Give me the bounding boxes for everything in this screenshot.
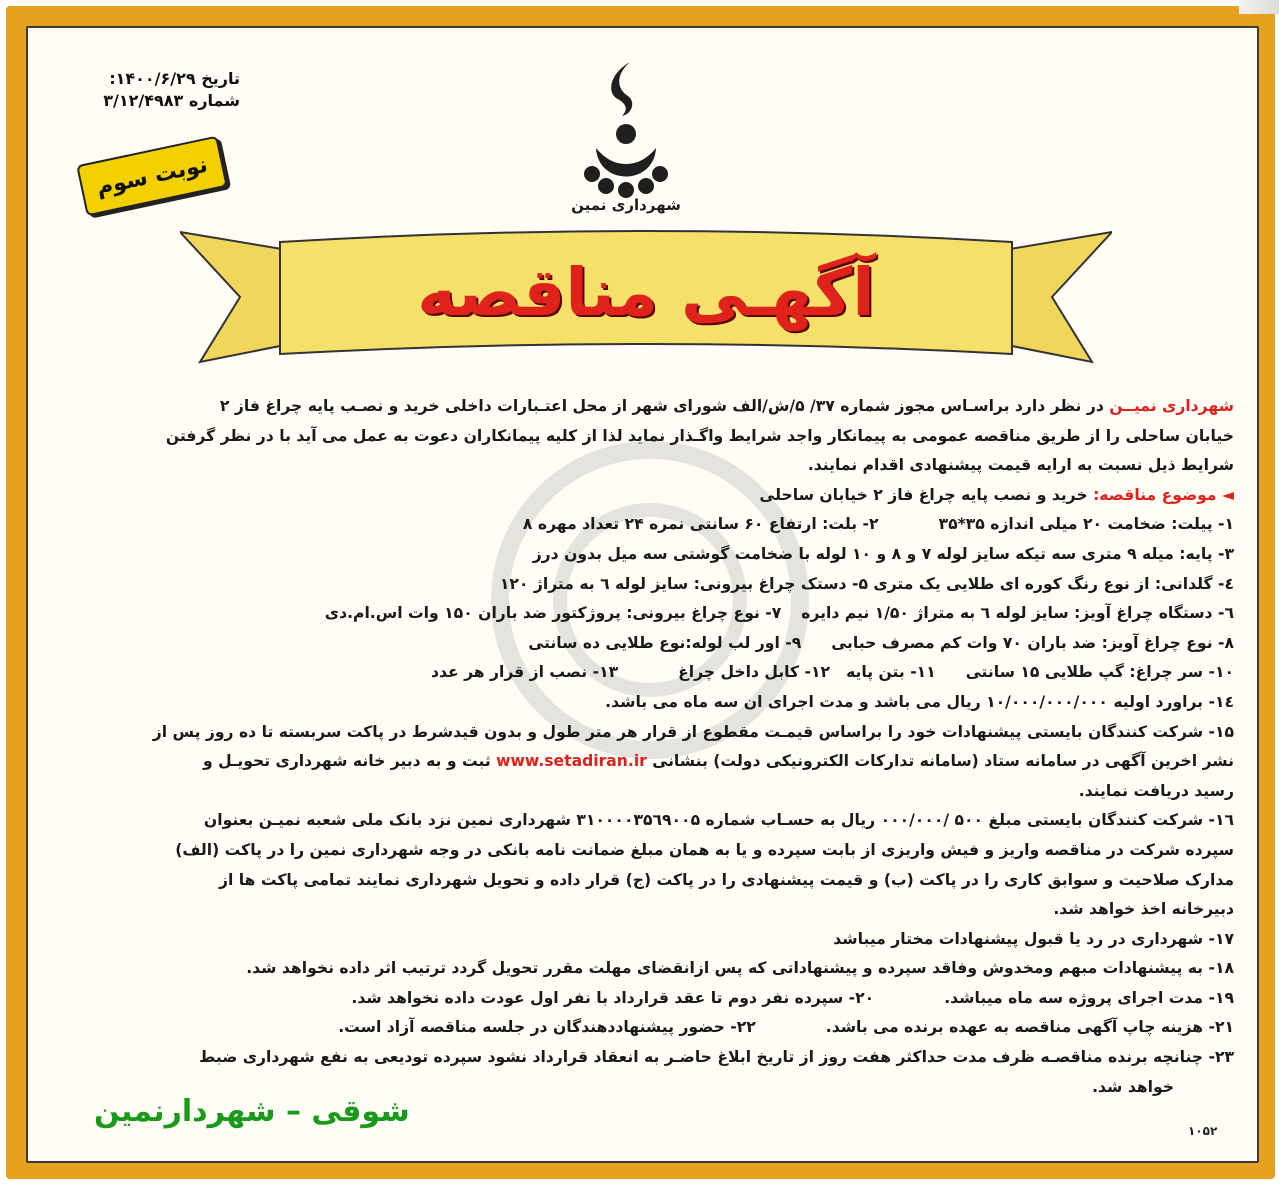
logo-caption: شهرداری نمین (571, 196, 681, 214)
notice-body (50, 392, 1234, 1102)
arrow-icon: ◄ (1216, 485, 1234, 504)
subject-label: موضوع مناقصه: (1093, 485, 1217, 504)
intro-line-3: شرایط ذیل نسبت به ارایه قیمت پیشنهادی اقدام نمایند. (807, 456, 1234, 475)
intro-line-1: شهرداری نمیــن در نظر دارد براسـاس مجوز شماره ۳۷/ ۵/ش/الف شورای شهر از محل اعتـبارات داخلی خرید و نصـب پایه چراغ فاز ۲ (219, 397, 1234, 415)
items-6-7: ٦- دستگاه چراغ آویز: سایز لوله ٦ به متراژ ۱/۵۰ نیم دایره۷- نوع چراغ بیرونی: پروژکتور ضد باران ۱۵۰ وات اس.ام.دی (324, 604, 1234, 623)
subject-line: ◄ موضوع مناقصه: خرید و نصب پایه چراغ فاز ۲ خیابان ساحلی (759, 485, 1234, 504)
item-18: ۱۸- به پیشنهادات مبهم ومخدوش وفاقد سپرده و پیشنهاداتی که پس ازانقضای مهلت مقرر تحویل گردد ترتیب اثر داده نخواهد شد. (246, 959, 1234, 978)
item-14: ۱٤- براورد اولیه ۱۰/۰۰۰/۰۰۰/۰۰۰ ریال می باشد و مدت اجرای ان سه ماه می باشد. (605, 692, 1234, 711)
website-link[interactable]: www.setadiran.ir (496, 752, 647, 771)
number-line: شماره ۳/۱۲/۴۹۸۳ (103, 91, 240, 110)
item-3: ۳- پایه: میله ۹ متری سه تیکه سایز لوله ۷ و ۸ و ۱۰ لوله با ضخامت گوشتی سه میل بدون درز (532, 544, 1234, 563)
item-15-line-1: ۱۵- شرکت کنندگان بایستی پیشنهادات خود را براساس قیمـت مقطوع از قرار هر متر طول و بدون قیدشرط در پاکت سربسته تا ده روز پس از (152, 722, 1234, 741)
items-4-5: ٤- گلدانی: از نوع رنگ کوره ای طلایی یک متری ۵- دستک چراغ بیرونی: سایز لوله ٦ به متراژ ۱۲۰ (499, 574, 1234, 593)
item-16-line-1: ۱٦- شرکت کنندگان بایستی مبلغ ۵۰۰ /۰۰۰/۰۰۰ ریال به حسـاب شماره ۳۱۰۰۰۰۳۵٦۹۰۰۵ شهرداری نمین نزد بانک ملی شعبه نمیـن بعنوان (203, 811, 1234, 830)
items-1-2: ۱- پیلت: ضخامت ۲۰ میلی اندازه ۳۵*۳۵۲- بلت: ارتفاع ۶۰ سانتی نمره ۲۴ تعداد مهره ۸ (522, 515, 1234, 534)
corner-strip (1239, 0, 1279, 14)
item-23-line-1: ۲۳- چنانچه برنده مناقصـه ظرف مدت حداکثر هفت روز از تاریخ ابلاغ حاضـر به انعقاد قرارداد نشود سپرده تودیعی به نفع شهرداری ضبط (199, 1048, 1234, 1067)
notice-title: آگهـی مناقصه (417, 254, 875, 331)
item-16-line-4: دبیرخانه اخذ خواهد شد. (1053, 900, 1234, 919)
items-10-13: ۱۰- سر چراغ: گپ طلایی ۱۵ سانتی۱۱- بتن پایه۱۲- کابل داخل چراغ۱۳- نصب از قرار هر عدد (430, 663, 1234, 682)
signature: شوقی – شهردارنمین (94, 1094, 410, 1129)
item-16-line-3: مدارک صلاحیت و سوابق کاری را در پاکت (ب) و قیمت پیشنهادی را در پاکت (ج) قرار داده و تحویل شهرداری نمایند تمامی پاکت ها از (218, 870, 1234, 889)
items-21-22: ۲۱- هزینه چاپ آگهی مناقصه به عهده برنده می باشد.۲۲- حضور پیشنهاددهندگان در جلسه مناقصه آزاد است. (338, 1018, 1234, 1037)
org-name: شهرداری نمیــن (1109, 397, 1234, 415)
badge-label: نوبت سوم (94, 152, 210, 200)
reference-block (103, 68, 240, 112)
item-17: ۱۷- شهرداری در رد یا قبول پیشنهادات مختار میباشد (833, 929, 1234, 948)
item-23-line-2: خواهد شد. (1092, 1077, 1174, 1096)
item-16-line-2: سپرده شرکت در مناقصه واریز و فیش واریزی از بابت سپرده و یا به همان مبلغ ضمانت نامه بانکی در وجه شهرداری نمین را در پاکت (الف) (175, 840, 1234, 859)
item-15-line-2: نشر اخرین آگهی در سامانه ستاد (سامانه تدارکات الکترونیکی دولت) بنشانی www.setadiran.ir ثبت و به دبیر خانه شهرداری تحویـل و (203, 752, 1234, 771)
municipality-logo (566, 56, 686, 216)
items-19-20: ۱۹- مدت اجرای پروژه سه ماه میباشد.۲۰- سپرده نفر دوم تا عقد قرارداد با نفر اول عودت داده نخواهد شد. (351, 988, 1234, 1007)
item-15-line-3: رسید دریافت نمایند. (1078, 781, 1234, 800)
items-8-9: ۸- نوع چراغ آویز: ضد باران ۷۰ وات کم مصرف حبابی۹- اور لب لوله:نوع طلایی ده سانتی (528, 633, 1234, 652)
ad-code: ۱۰۵۲ (1188, 1124, 1218, 1138)
date-line: تاریخ ۱۴۰۰/۶/۲۹: (109, 69, 240, 88)
intro-line-2: خیابان ساحلی را از طریق مناقصه عمومی به پیمانکار واجد شرایط واگـذار نماید لذا از کلیه پیمانکاران دعوت به عمل می آید با در نظر گرفتن (165, 426, 1234, 445)
